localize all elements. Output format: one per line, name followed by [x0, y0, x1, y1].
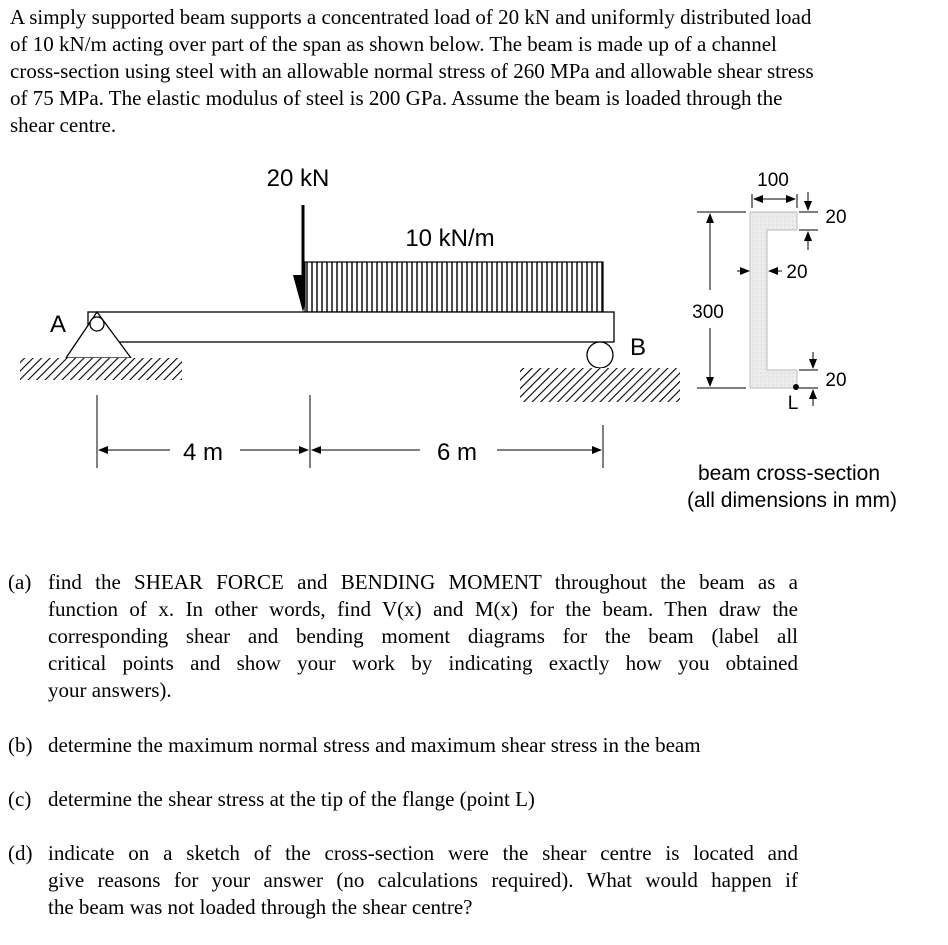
question-line: function of x. In other words, find V(x) and M(x) for the beam. Then draw the [48, 597, 798, 621]
question-line: indicate on a sketch of the cross-section were the shear centre is located and [48, 841, 798, 865]
web-thickness-label: 20 [786, 262, 808, 283]
question-line: determine the maximum normal stress and maximum shear stress in the beam [48, 733, 701, 757]
distributed-load-label: 10 kN/m [405, 225, 495, 252]
support-a-label: A [49, 311, 67, 338]
pin-circle [90, 317, 104, 331]
point-l-marker [793, 384, 799, 390]
span-2-label: 6 m [436, 439, 478, 466]
question-label: (d) [8, 841, 33, 865]
question-line: the beam was not loaded through the shear centre? [48, 895, 473, 919]
intro-line: of 75 MPa. The elastic modulus of steel is 200 GPa. Assume the beam is loaded through the [10, 86, 783, 110]
beam [88, 312, 614, 342]
point-l-label: L [787, 393, 799, 414]
question-line: find the SHEAR FORCE and BENDING MOMENT throughout the beam as a [48, 570, 798, 594]
ground-hatch-b [520, 368, 680, 402]
intro-line: cross-section using steel with an allowable normal stress of 260 MPa and allowable shear stress [10, 59, 814, 83]
span-1-label: 4 m [182, 439, 224, 466]
problem-statement [10, 4, 930, 139]
question-line: give reasons for your answer (no calculations required). What would happen if [48, 868, 798, 892]
distributed-load-block [305, 262, 603, 312]
question-label: (c) [8, 787, 32, 811]
question-line: your answers). [48, 678, 172, 702]
flange-width-label: 100 [757, 170, 789, 191]
point-load-label: 20 kN [266, 165, 330, 192]
question-line: critical points and show your work by indicating exactly how you obtained [48, 651, 798, 675]
channel-section [750, 212, 797, 388]
intro-line: A simply supported beam supports a concentrated load of 20 kN and uniformly distributed load [10, 5, 812, 29]
cross-section-caption: beam cross-section [697, 462, 881, 485]
bottom-flange-thickness-label: 20 [825, 370, 847, 391]
question-label: (b) [8, 733, 33, 757]
support-b-label: B [629, 334, 647, 361]
section-height-label: 300 [692, 302, 724, 323]
question-line: determine the shear stress at the tip of the flange (point L) [48, 787, 535, 811]
roller-support [587, 342, 613, 368]
top-flange-thickness-label: 20 [825, 207, 847, 228]
question-label: (a) [8, 570, 32, 594]
question-line: corresponding shear and bending moment diagrams for the beam (label all [48, 624, 798, 648]
cross-section-caption-units: (all dimensions in mm) [686, 489, 898, 512]
intro-line: shear centre. [10, 113, 117, 137]
intro-line: of 10 kN/m acting over part of the span as shown below. The beam is made up of a channel [10, 32, 777, 56]
ground-hatch-a [20, 358, 182, 380]
beam-figure [0, 150, 948, 530]
